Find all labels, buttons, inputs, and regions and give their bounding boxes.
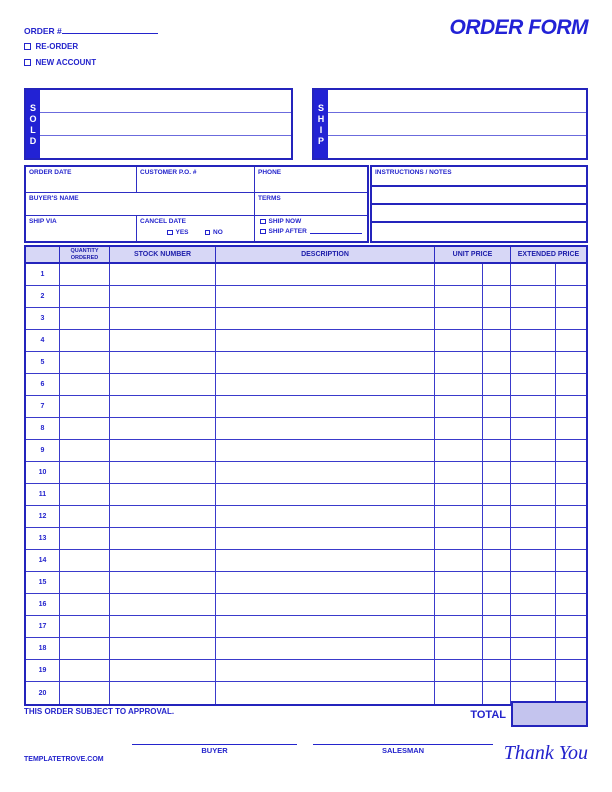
instructions-notes-label: INSTRUCTIONS / NOTES	[372, 167, 586, 187]
thank-you-text: Thank You	[503, 742, 588, 764]
extended-price-dollars-cell[interactable]	[511, 506, 556, 528]
extended-price-cents-cell[interactable]	[556, 572, 586, 594]
ship-timing-cell	[255, 216, 367, 241]
description-cell[interactable]	[216, 484, 435, 506]
ship-to-fields	[328, 90, 586, 158]
description-cell[interactable]	[216, 462, 435, 484]
ship-now-label: SHIP NOW	[268, 218, 302, 225]
unit-price-cents-cell[interactable]	[483, 264, 511, 286]
stock-number-cell[interactable]	[110, 462, 216, 484]
sold-to-line-2[interactable]	[40, 113, 291, 136]
description-cell[interactable]	[216, 550, 435, 572]
quantity-cell[interactable]	[60, 528, 110, 550]
unit-price-cents-cell[interactable]	[483, 462, 511, 484]
row-number: 8	[26, 418, 60, 440]
stock-number-cell[interactable]	[110, 418, 216, 440]
unit-price-cents-cell[interactable]	[483, 484, 511, 506]
table-row	[26, 396, 586, 418]
terms-field[interactable]	[255, 193, 367, 216]
quantity-cell[interactable]	[60, 572, 110, 594]
unit-price-column-header: UNIT PRICE	[435, 247, 511, 262]
ship-after-checkbox[interactable]	[260, 229, 266, 235]
extended-price-dollars-cell[interactable]	[511, 594, 556, 616]
quantity-cell[interactable]	[60, 638, 110, 660]
buyer-signature-line[interactable]	[132, 737, 297, 745]
stock-number-cell[interactable]	[110, 308, 216, 330]
quantity-cell[interactable]	[60, 484, 110, 506]
stock-number-cell[interactable]	[110, 396, 216, 418]
stock-number-cell[interactable]	[110, 616, 216, 638]
stock-number-cell[interactable]	[110, 440, 216, 462]
quantity-cell[interactable]	[60, 330, 110, 352]
yes-no-options	[167, 229, 223, 236]
phone-label: PHONE	[258, 169, 282, 176]
stock-number-cell[interactable]	[110, 682, 216, 704]
reorder-option[interactable]	[24, 42, 78, 51]
notes-line-3[interactable]	[372, 223, 586, 241]
sold-to-line-1[interactable]	[40, 90, 291, 113]
buyers-name-label: BUYER'S NAME	[29, 195, 79, 202]
unit-price-cents-cell[interactable]	[483, 638, 511, 660]
order-date-label: ORDER DATE	[29, 169, 72, 176]
extended-price-dollars-cell[interactable]	[511, 396, 556, 418]
unit-price-cents-cell[interactable]	[483, 396, 511, 418]
unit-price-dollars-cell[interactable]	[435, 484, 483, 506]
buyer-label: BUYER	[201, 746, 228, 755]
quantity-cell[interactable]	[60, 682, 110, 704]
no-label: NO	[213, 229, 223, 236]
ship-via-label: SHIP VIA	[29, 218, 57, 225]
quantity-cell[interactable]	[60, 308, 110, 330]
unit-price-dollars-cell[interactable]	[435, 396, 483, 418]
unit-price-dollars-cell[interactable]	[435, 418, 483, 440]
table-row	[26, 484, 586, 506]
row-number: 20	[26, 682, 60, 704]
terms-label: TERMS	[258, 195, 281, 202]
reorder-label: RE-ORDER	[35, 42, 79, 51]
extended-price-column-header: EXTENDED PRICE	[517, 251, 580, 258]
table-row	[26, 660, 586, 682]
description-cell[interactable]	[216, 374, 435, 396]
unit-price-cents-cell[interactable]	[483, 330, 511, 352]
ship-to-line-2[interactable]	[328, 113, 586, 136]
stock-number-cell[interactable]	[110, 594, 216, 616]
quantity-cell[interactable]	[60, 374, 110, 396]
unit-price-cents-cell[interactable]	[483, 528, 511, 550]
extended-price-dollars-cell[interactable]	[511, 308, 556, 330]
description-cell[interactable]	[216, 330, 435, 352]
description-cell[interactable]	[216, 418, 435, 440]
cancel-date-label: CANCEL DATE	[140, 218, 186, 225]
extended-price-dollars-cell[interactable]	[511, 352, 556, 374]
cancel-date-field[interactable]	[137, 216, 255, 241]
salesman-signature-block	[313, 737, 493, 755]
ship-now-option[interactable]	[260, 218, 367, 225]
unit-price-cents-cell[interactable]	[483, 374, 511, 396]
stock-number-cell[interactable]	[110, 286, 216, 308]
quantity-cell[interactable]	[60, 440, 110, 462]
order-number-label: ORDER #	[24, 26, 62, 36]
yes-label: YES	[175, 229, 189, 236]
quantity-cell[interactable]	[60, 352, 110, 374]
phone-field[interactable]	[255, 167, 367, 193]
order-number-row	[24, 26, 158, 36]
unit-price-dollars-cell[interactable]	[435, 572, 483, 594]
row-number: 11	[26, 484, 60, 506]
extended-price-dollars-cell[interactable]	[511, 550, 556, 572]
row-number: 17	[26, 616, 60, 638]
quantity-cell[interactable]	[60, 462, 110, 484]
quantity-cell[interactable]	[60, 594, 110, 616]
unit-price-cents-cell[interactable]	[483, 286, 511, 308]
unit-price-dollars-cell[interactable]	[435, 308, 483, 330]
ship-after-date-field[interactable]	[310, 229, 362, 234]
extended-price-dollars-cell[interactable]	[511, 616, 556, 638]
extended-price-dollars-cell[interactable]	[511, 660, 556, 682]
description-column-header: DESCRIPTION	[216, 247, 435, 262]
yes-option[interactable]	[167, 229, 189, 236]
table-row	[26, 440, 586, 462]
unit-price-cents-cell[interactable]	[483, 550, 511, 572]
yes-checkbox[interactable]	[167, 230, 173, 236]
customer-po-label: CUSTOMER P.O. #	[140, 169, 197, 176]
approval-note: THIS ORDER SUBJECT TO APPROVAL.	[24, 707, 175, 716]
extended-price-dollars-cell[interactable]	[511, 374, 556, 396]
total-amount-field[interactable]	[511, 701, 588, 727]
stock-number-cell[interactable]	[110, 528, 216, 550]
row-number-column-header	[26, 247, 60, 262]
quantity-cell[interactable]	[60, 286, 110, 308]
sold-to-fields	[40, 90, 291, 158]
extended-price-cents-cell[interactable]	[556, 660, 586, 682]
extended-price-cents-cell[interactable]	[556, 506, 586, 528]
stock-number-cell[interactable]	[110, 374, 216, 396]
extended-price-cents-cell[interactable]	[556, 484, 586, 506]
ship-now-checkbox[interactable]	[260, 219, 266, 225]
stock-number-column-header: STOCK NUMBER	[110, 247, 216, 262]
quantity-cell[interactable]	[60, 396, 110, 418]
table-row	[26, 506, 586, 528]
unit-price-dollars-cell[interactable]	[435, 440, 483, 462]
row-number: 4	[26, 330, 60, 352]
extended-price-dollars-cell[interactable]	[511, 528, 556, 550]
table-row	[26, 286, 586, 308]
extended-price-cents-cell[interactable]	[556, 594, 586, 616]
extended-price-cents-cell[interactable]	[556, 264, 586, 286]
quantity-cell[interactable]	[60, 264, 110, 286]
stock-number-cell[interactable]	[110, 506, 216, 528]
table-row	[26, 594, 586, 616]
no-option[interactable]	[205, 229, 223, 236]
unit-price-cents-cell[interactable]	[483, 506, 511, 528]
stock-number-cell[interactable]	[110, 550, 216, 572]
description-cell[interactable]	[216, 594, 435, 616]
unit-price-dollars-cell[interactable]	[435, 594, 483, 616]
no-checkbox[interactable]	[205, 230, 211, 236]
quantity-header-line1: QUANTITY	[70, 248, 99, 255]
row-number: 19	[26, 660, 60, 682]
new-account-checkbox[interactable]	[24, 59, 31, 66]
unit-price-cents-cell[interactable]	[483, 418, 511, 440]
row-number: 3	[26, 308, 60, 330]
table-row	[26, 352, 586, 374]
sold-to-box	[14, 88, 293, 160]
unit-price-dollars-cell[interactable]	[435, 264, 483, 286]
stock-number-cell[interactable]	[110, 660, 216, 682]
unit-price-dollars-cell[interactable]	[435, 682, 483, 704]
description-cell[interactable]	[216, 506, 435, 528]
table-header-row	[26, 247, 586, 264]
description-cell[interactable]	[216, 572, 435, 594]
order-info-grid	[24, 165, 369, 243]
buyers-name-field[interactable]	[26, 193, 255, 216]
extended-price-dollars-cell[interactable]	[511, 484, 556, 506]
ship-after-option[interactable]	[260, 228, 367, 235]
description-cell[interactable]	[216, 616, 435, 638]
unit-price-cents-cell[interactable]	[483, 594, 511, 616]
total-label: TOTAL	[470, 709, 506, 721]
ship-to-label: SHIP TO	[314, 90, 328, 158]
quantity-cell[interactable]	[60, 550, 110, 572]
sold-to-label: SOLD TO	[26, 90, 40, 158]
reorder-checkbox[interactable]	[24, 43, 31, 50]
table-row	[26, 264, 586, 286]
extended-price-cents-cell[interactable]	[556, 374, 586, 396]
stock-number-cell[interactable]	[110, 638, 216, 660]
unit-price-dollars-cell[interactable]	[435, 638, 483, 660]
unit-price-cents-cell[interactable]	[483, 352, 511, 374]
table-row	[26, 374, 586, 396]
ship-to-line-1[interactable]	[328, 90, 586, 113]
new-account-label: NEW ACCOUNT	[35, 58, 97, 67]
unit-price-dollars-cell[interactable]	[435, 528, 483, 550]
buyer-signature-block	[132, 737, 297, 755]
ship-to-line-3[interactable]	[328, 136, 586, 158]
extended-price-cents-cell[interactable]	[556, 396, 586, 418]
unit-price-dollars-cell[interactable]	[435, 462, 483, 484]
order-number-field[interactable]	[62, 26, 158, 34]
row-number: 16	[26, 594, 60, 616]
notes-line-1[interactable]	[372, 187, 586, 205]
extended-price-dollars-cell[interactable]	[511, 418, 556, 440]
notes-line-2[interactable]	[372, 205, 586, 223]
table-row	[26, 682, 586, 704]
quantity-cell[interactable]	[60, 660, 110, 682]
row-number: 13	[26, 528, 60, 550]
table-row	[26, 572, 586, 594]
order-date-field[interactable]	[26, 167, 137, 193]
unit-price-cents-cell[interactable]	[483, 616, 511, 638]
table-row	[26, 308, 586, 330]
description-cell[interactable]	[216, 528, 435, 550]
unit-price-dollars-cell[interactable]	[435, 550, 483, 572]
row-number: 7	[26, 396, 60, 418]
customer-po-field[interactable]	[137, 167, 255, 193]
table-row	[26, 462, 586, 484]
unit-price-dollars-cell[interactable]	[435, 660, 483, 682]
row-number: 6	[26, 374, 60, 396]
extended-price-cents-cell[interactable]	[556, 462, 586, 484]
row-number: 2	[26, 286, 60, 308]
extended-price-dollars-cell[interactable]	[511, 462, 556, 484]
extended-price-cents-cell[interactable]	[556, 440, 586, 462]
unit-price-dollars-cell[interactable]	[435, 374, 483, 396]
unit-price-cents-cell[interactable]	[483, 572, 511, 594]
stock-number-cell[interactable]	[110, 330, 216, 352]
stock-number-cell[interactable]	[110, 352, 216, 374]
quantity-cell[interactable]	[60, 616, 110, 638]
row-number: 10	[26, 462, 60, 484]
description-cell[interactable]	[216, 286, 435, 308]
table-row	[26, 550, 586, 572]
description-cell[interactable]	[216, 264, 435, 286]
extended-price-cents-cell[interactable]	[556, 528, 586, 550]
quantity-header-line2: ORDERED	[70, 254, 99, 261]
stock-number-cell[interactable]	[110, 572, 216, 594]
description-cell[interactable]	[216, 308, 435, 330]
unit-price-cents-cell[interactable]	[483, 440, 511, 462]
extended-price-dollars-cell[interactable]	[511, 286, 556, 308]
extended-price-cents-cell[interactable]	[556, 308, 586, 330]
extended-price-cents-cell[interactable]	[556, 418, 586, 440]
table-row	[26, 528, 586, 550]
stock-number-cell[interactable]	[110, 264, 216, 286]
unit-price-dollars-cell[interactable]	[435, 506, 483, 528]
stock-number-cell[interactable]	[110, 484, 216, 506]
unit-price-dollars-cell[interactable]	[435, 286, 483, 308]
extended-price-dollars-cell[interactable]	[511, 330, 556, 352]
row-number: 15	[26, 572, 60, 594]
extended-price-cents-cell[interactable]	[556, 616, 586, 638]
extended-price-cents-cell[interactable]	[556, 638, 586, 660]
table-row	[26, 418, 586, 440]
extended-price-dollars-cell[interactable]	[511, 440, 556, 462]
ship-after-label: SHIP AFTER	[268, 228, 307, 235]
description-cell[interactable]	[216, 396, 435, 418]
description-cell[interactable]	[216, 660, 435, 682]
unit-price-cents-cell[interactable]	[483, 660, 511, 682]
table-row	[26, 638, 586, 660]
instructions-notes-box	[370, 165, 588, 243]
description-cell[interactable]	[216, 638, 435, 660]
table-row	[26, 616, 586, 638]
extended-price-cents-cell[interactable]	[556, 550, 586, 572]
description-cell[interactable]	[216, 682, 435, 704]
extended-price-cents-cell[interactable]	[556, 352, 586, 374]
unit-price-dollars-cell[interactable]	[435, 330, 483, 352]
quantity-cell[interactable]	[60, 506, 110, 528]
description-cell[interactable]	[216, 440, 435, 462]
page-title: ORDER FORM	[449, 16, 588, 39]
unit-price-dollars-cell[interactable]	[435, 352, 483, 374]
line-items-table	[24, 245, 588, 706]
row-number: 18	[26, 638, 60, 660]
extended-price-dollars-cell[interactable]	[511, 638, 556, 660]
ship-via-field[interactable]	[26, 216, 137, 241]
row-number: 5	[26, 352, 60, 374]
row-number: 14	[26, 550, 60, 572]
row-number: 12	[26, 506, 60, 528]
unit-price-cents-cell[interactable]	[483, 682, 511, 704]
table-row	[26, 330, 586, 352]
row-number: 9	[26, 440, 60, 462]
ship-to-box	[302, 88, 588, 160]
unit-price-cents-cell[interactable]	[483, 308, 511, 330]
salesman-signature-line[interactable]	[313, 737, 493, 745]
new-account-option[interactable]	[24, 58, 96, 67]
description-cell[interactable]	[216, 352, 435, 374]
extended-price-dollars-cell[interactable]	[511, 264, 556, 286]
site-credit: TEMPLATETROVE.COM	[24, 756, 104, 763]
salesman-label: SALESMAN	[381, 746, 425, 755]
quantity-cell[interactable]	[60, 418, 110, 440]
extended-price-cents-cell[interactable]	[556, 286, 586, 308]
sold-to-line-3[interactable]	[40, 136, 291, 158]
extended-price-cents-cell[interactable]	[556, 330, 586, 352]
quantity-column-header	[60, 247, 110, 262]
row-number: 1	[26, 264, 60, 286]
extended-price-dollars-cell[interactable]	[511, 572, 556, 594]
unit-price-dollars-cell[interactable]	[435, 616, 483, 638]
